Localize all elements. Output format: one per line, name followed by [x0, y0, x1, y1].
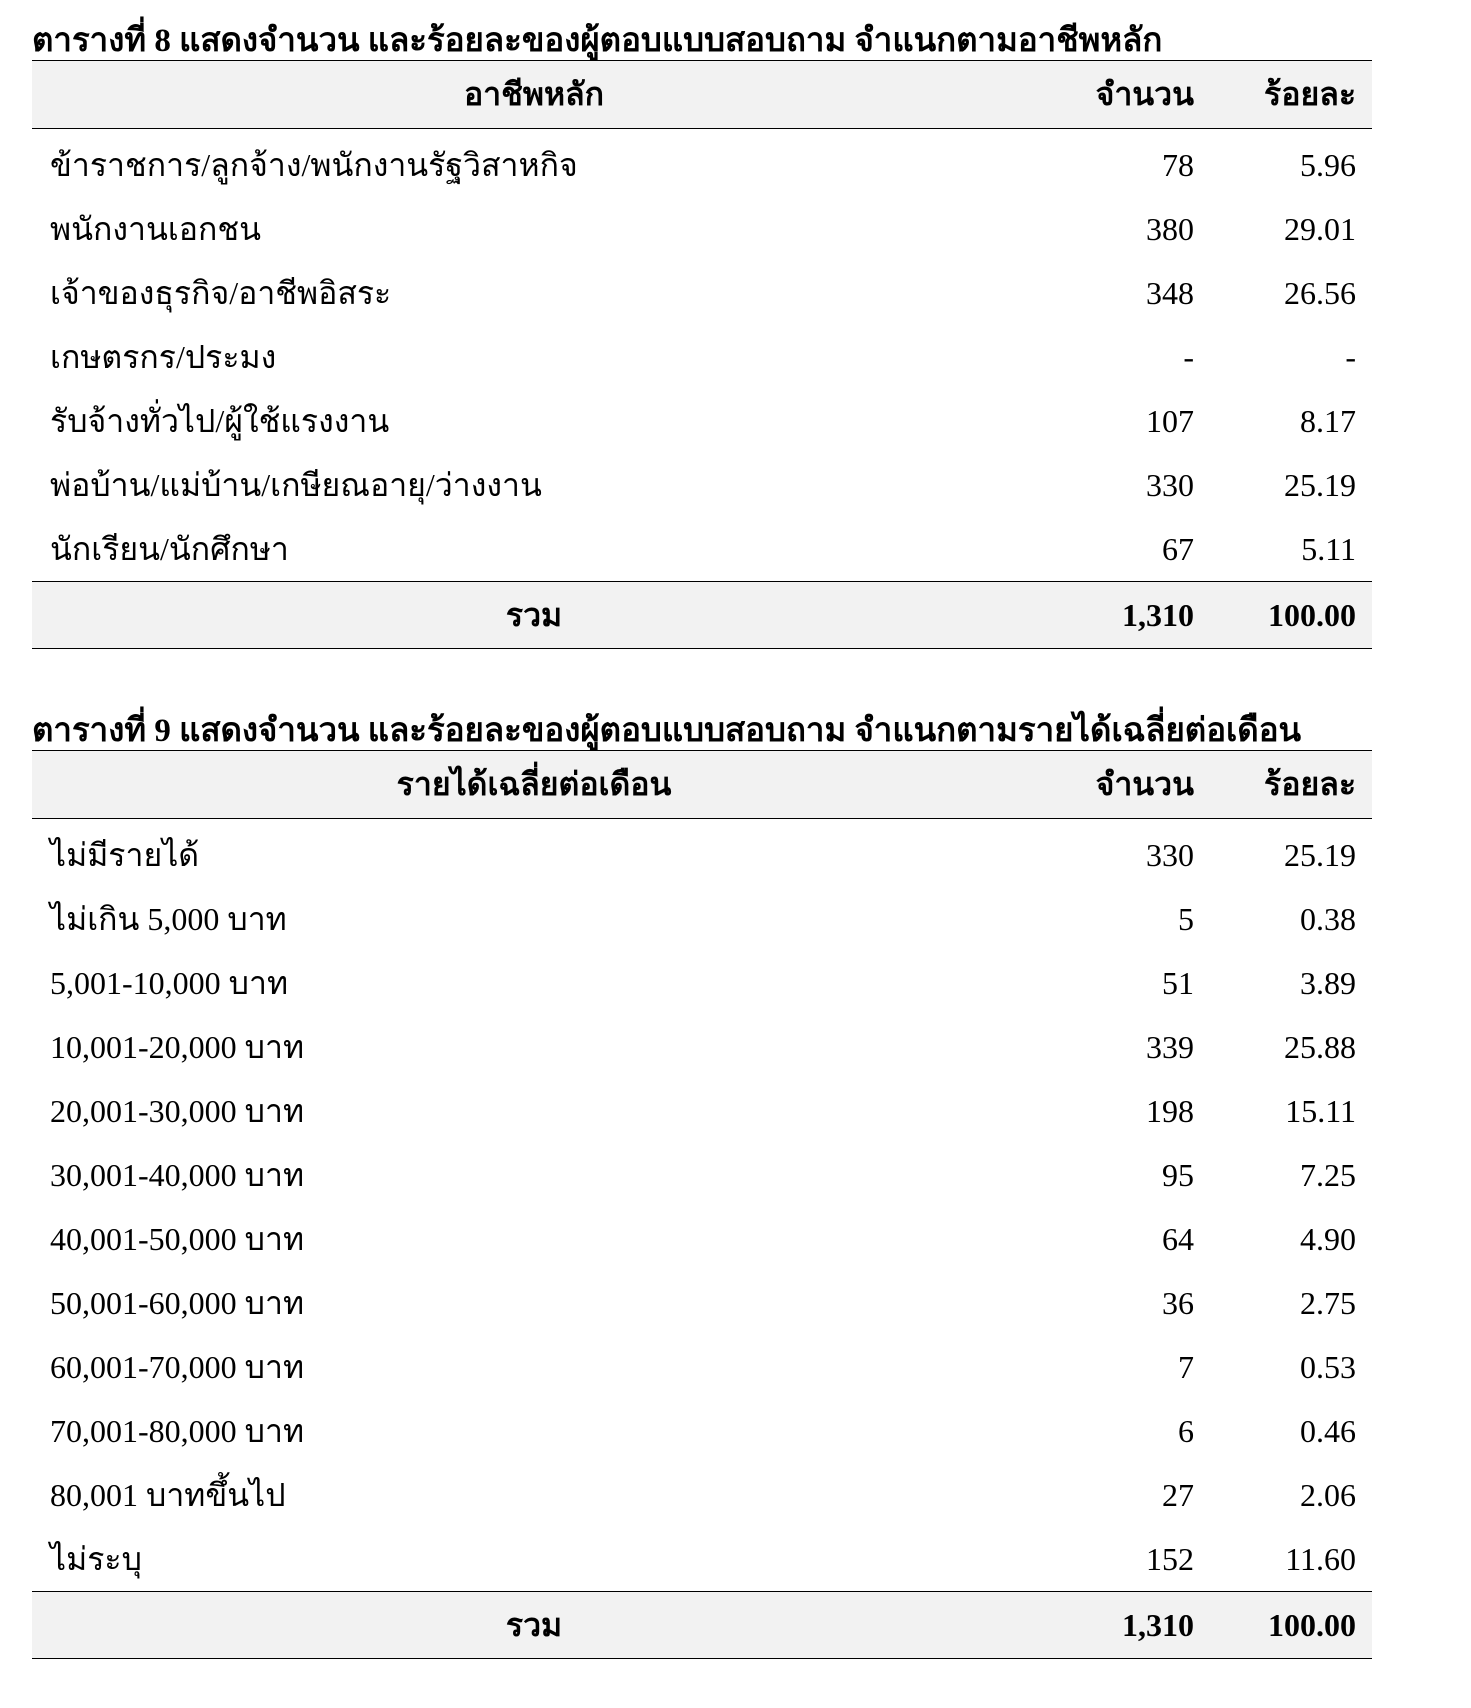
row-percent: 0.53 — [1300, 1348, 1356, 1385]
table-row — [32, 261, 1372, 325]
income-table — [32, 750, 1372, 1659]
row-percent: 25.88 — [1284, 1028, 1356, 1065]
total-row — [32, 582, 1372, 649]
row-percent: 29.01 — [1284, 210, 1356, 247]
table-header-row — [32, 751, 1372, 819]
column-header-occupation: อาชีพหลัก — [32, 61, 1036, 129]
table-row — [32, 887, 1372, 951]
table-row — [32, 129, 1372, 198]
total-count: 1,310 — [1036, 1592, 1210, 1659]
column-header-percent: ร้อยละ — [1210, 751, 1372, 819]
table-row — [32, 1463, 1372, 1527]
total-row — [32, 1592, 1372, 1659]
row-label: ไม่ระบุ — [50, 1540, 142, 1577]
row-label: เจ้าของธุรกิจ/อาชีพอิสระ — [50, 274, 392, 311]
row-percent: - — [1345, 338, 1356, 375]
row-count: 152 — [1146, 1540, 1194, 1577]
row-count: 107 — [1146, 402, 1194, 439]
row-percent: 7.25 — [1300, 1156, 1356, 1193]
row-percent: 8.17 — [1300, 402, 1356, 439]
row-percent: 25.19 — [1284, 836, 1356, 873]
table-row — [32, 1079, 1372, 1143]
row-count: 64 — [1162, 1220, 1194, 1257]
row-percent: 15.11 — [1285, 1092, 1356, 1129]
table-row — [32, 1527, 1372, 1592]
row-label: ไม่เกิน 5,000 บาท — [50, 900, 287, 937]
row-label: นักเรียน/นักศึกษา — [50, 530, 289, 567]
table-row — [32, 197, 1372, 261]
row-label: 60,001-70,000 บาท — [50, 1348, 305, 1385]
row-count: 198 — [1146, 1092, 1194, 1129]
row-label: รับจ้างทั่วไป/ผู้ใช้แรงงาน — [50, 402, 390, 439]
row-count: - — [1183, 338, 1194, 375]
row-count: 67 — [1162, 530, 1194, 567]
column-header-count: จำนวน — [1036, 61, 1210, 129]
row-count: 380 — [1146, 210, 1194, 247]
table-9-section — [32, 712, 1372, 1659]
row-label: 70,001-80,000 บาท — [50, 1412, 305, 1449]
table-9-caption: ตารางที่ 9 แสดงจำนวน และร้อยละของผู้ตอบแบบสอบถาม จำแนกตามรายได้เฉลี่ยต่อเดือน — [32, 713, 1302, 749]
table-header-row — [32, 61, 1372, 129]
row-count: 51 — [1162, 964, 1194, 1001]
row-label: ไม่มีรายได้ — [50, 836, 200, 873]
row-count: 27 — [1162, 1476, 1194, 1513]
row-count: 339 — [1146, 1028, 1194, 1065]
table-row — [32, 1015, 1372, 1079]
table-row — [32, 1271, 1372, 1335]
row-percent: 26.56 — [1284, 274, 1356, 311]
table-row — [32, 389, 1372, 453]
table-row — [32, 951, 1372, 1015]
row-label: 40,001-50,000 บาท — [50, 1220, 305, 1257]
row-count: 5 — [1178, 900, 1194, 937]
total-percent: 100.00 — [1210, 1592, 1372, 1659]
row-percent: 11.60 — [1285, 1540, 1356, 1577]
table-row — [32, 1335, 1372, 1399]
row-label: 50,001-60,000 บาท — [50, 1284, 305, 1321]
column-header-count: จำนวน — [1036, 751, 1210, 819]
column-header-percent: ร้อยละ — [1210, 61, 1372, 129]
table-row — [32, 453, 1372, 517]
row-count: 330 — [1146, 466, 1194, 503]
row-label: 20,001-30,000 บาท — [50, 1092, 305, 1129]
row-percent: 4.90 — [1300, 1220, 1356, 1257]
table-row — [32, 1207, 1372, 1271]
table-row — [32, 819, 1372, 888]
table-row — [32, 325, 1372, 389]
row-percent: 2.75 — [1300, 1284, 1356, 1321]
row-label: ข้าราชการ/ลูกจ้าง/พนักงานรัฐวิสาหกิจ — [50, 146, 578, 183]
occupation-table — [32, 60, 1372, 649]
total-percent: 100.00 — [1210, 582, 1372, 649]
column-header-income: รายได้เฉลี่ยต่อเดือน — [32, 751, 1036, 819]
table-8-section — [32, 22, 1372, 649]
row-percent: 3.89 — [1300, 964, 1356, 1001]
row-percent: 0.46 — [1300, 1412, 1356, 1449]
row-percent: 2.06 — [1300, 1476, 1356, 1513]
total-label: รวม — [32, 1592, 1036, 1659]
row-label: 80,001 บาทขึ้นไป — [50, 1476, 286, 1513]
row-percent: 0.38 — [1300, 900, 1356, 937]
row-count: 6 — [1178, 1412, 1194, 1449]
table-row — [32, 1399, 1372, 1463]
row-count: 348 — [1146, 274, 1194, 311]
table-8-caption: ตารางที่ 8 แสดงจำนวน และร้อยละของผู้ตอบแบบสอบถาม จำแนกตามอาชีพหลัก — [32, 23, 1163, 59]
row-label: เกษตรกร/ประมง — [50, 338, 277, 375]
table-row — [32, 517, 1372, 582]
row-percent: 5.96 — [1300, 146, 1356, 183]
row-label: พ่อบ้าน/แม่บ้าน/เกษียณอายุ/ว่างงาน — [50, 466, 542, 503]
row-count: 7 — [1178, 1348, 1194, 1385]
row-label: 10,001-20,000 บาท — [50, 1028, 305, 1065]
row-count: 36 — [1162, 1284, 1194, 1321]
row-count: 95 — [1162, 1156, 1194, 1193]
row-count: 330 — [1146, 836, 1194, 873]
row-label: พนักงานเอกชน — [50, 210, 261, 247]
row-count: 78 — [1162, 146, 1194, 183]
row-label: 5,001-10,000 บาท — [50, 964, 289, 1001]
row-percent: 5.11 — [1301, 530, 1356, 567]
total-count: 1,310 — [1036, 582, 1210, 649]
row-percent: 25.19 — [1284, 466, 1356, 503]
table-row — [32, 1143, 1372, 1207]
total-label: รวม — [32, 582, 1036, 649]
row-label: 30,001-40,000 บาท — [50, 1156, 305, 1193]
